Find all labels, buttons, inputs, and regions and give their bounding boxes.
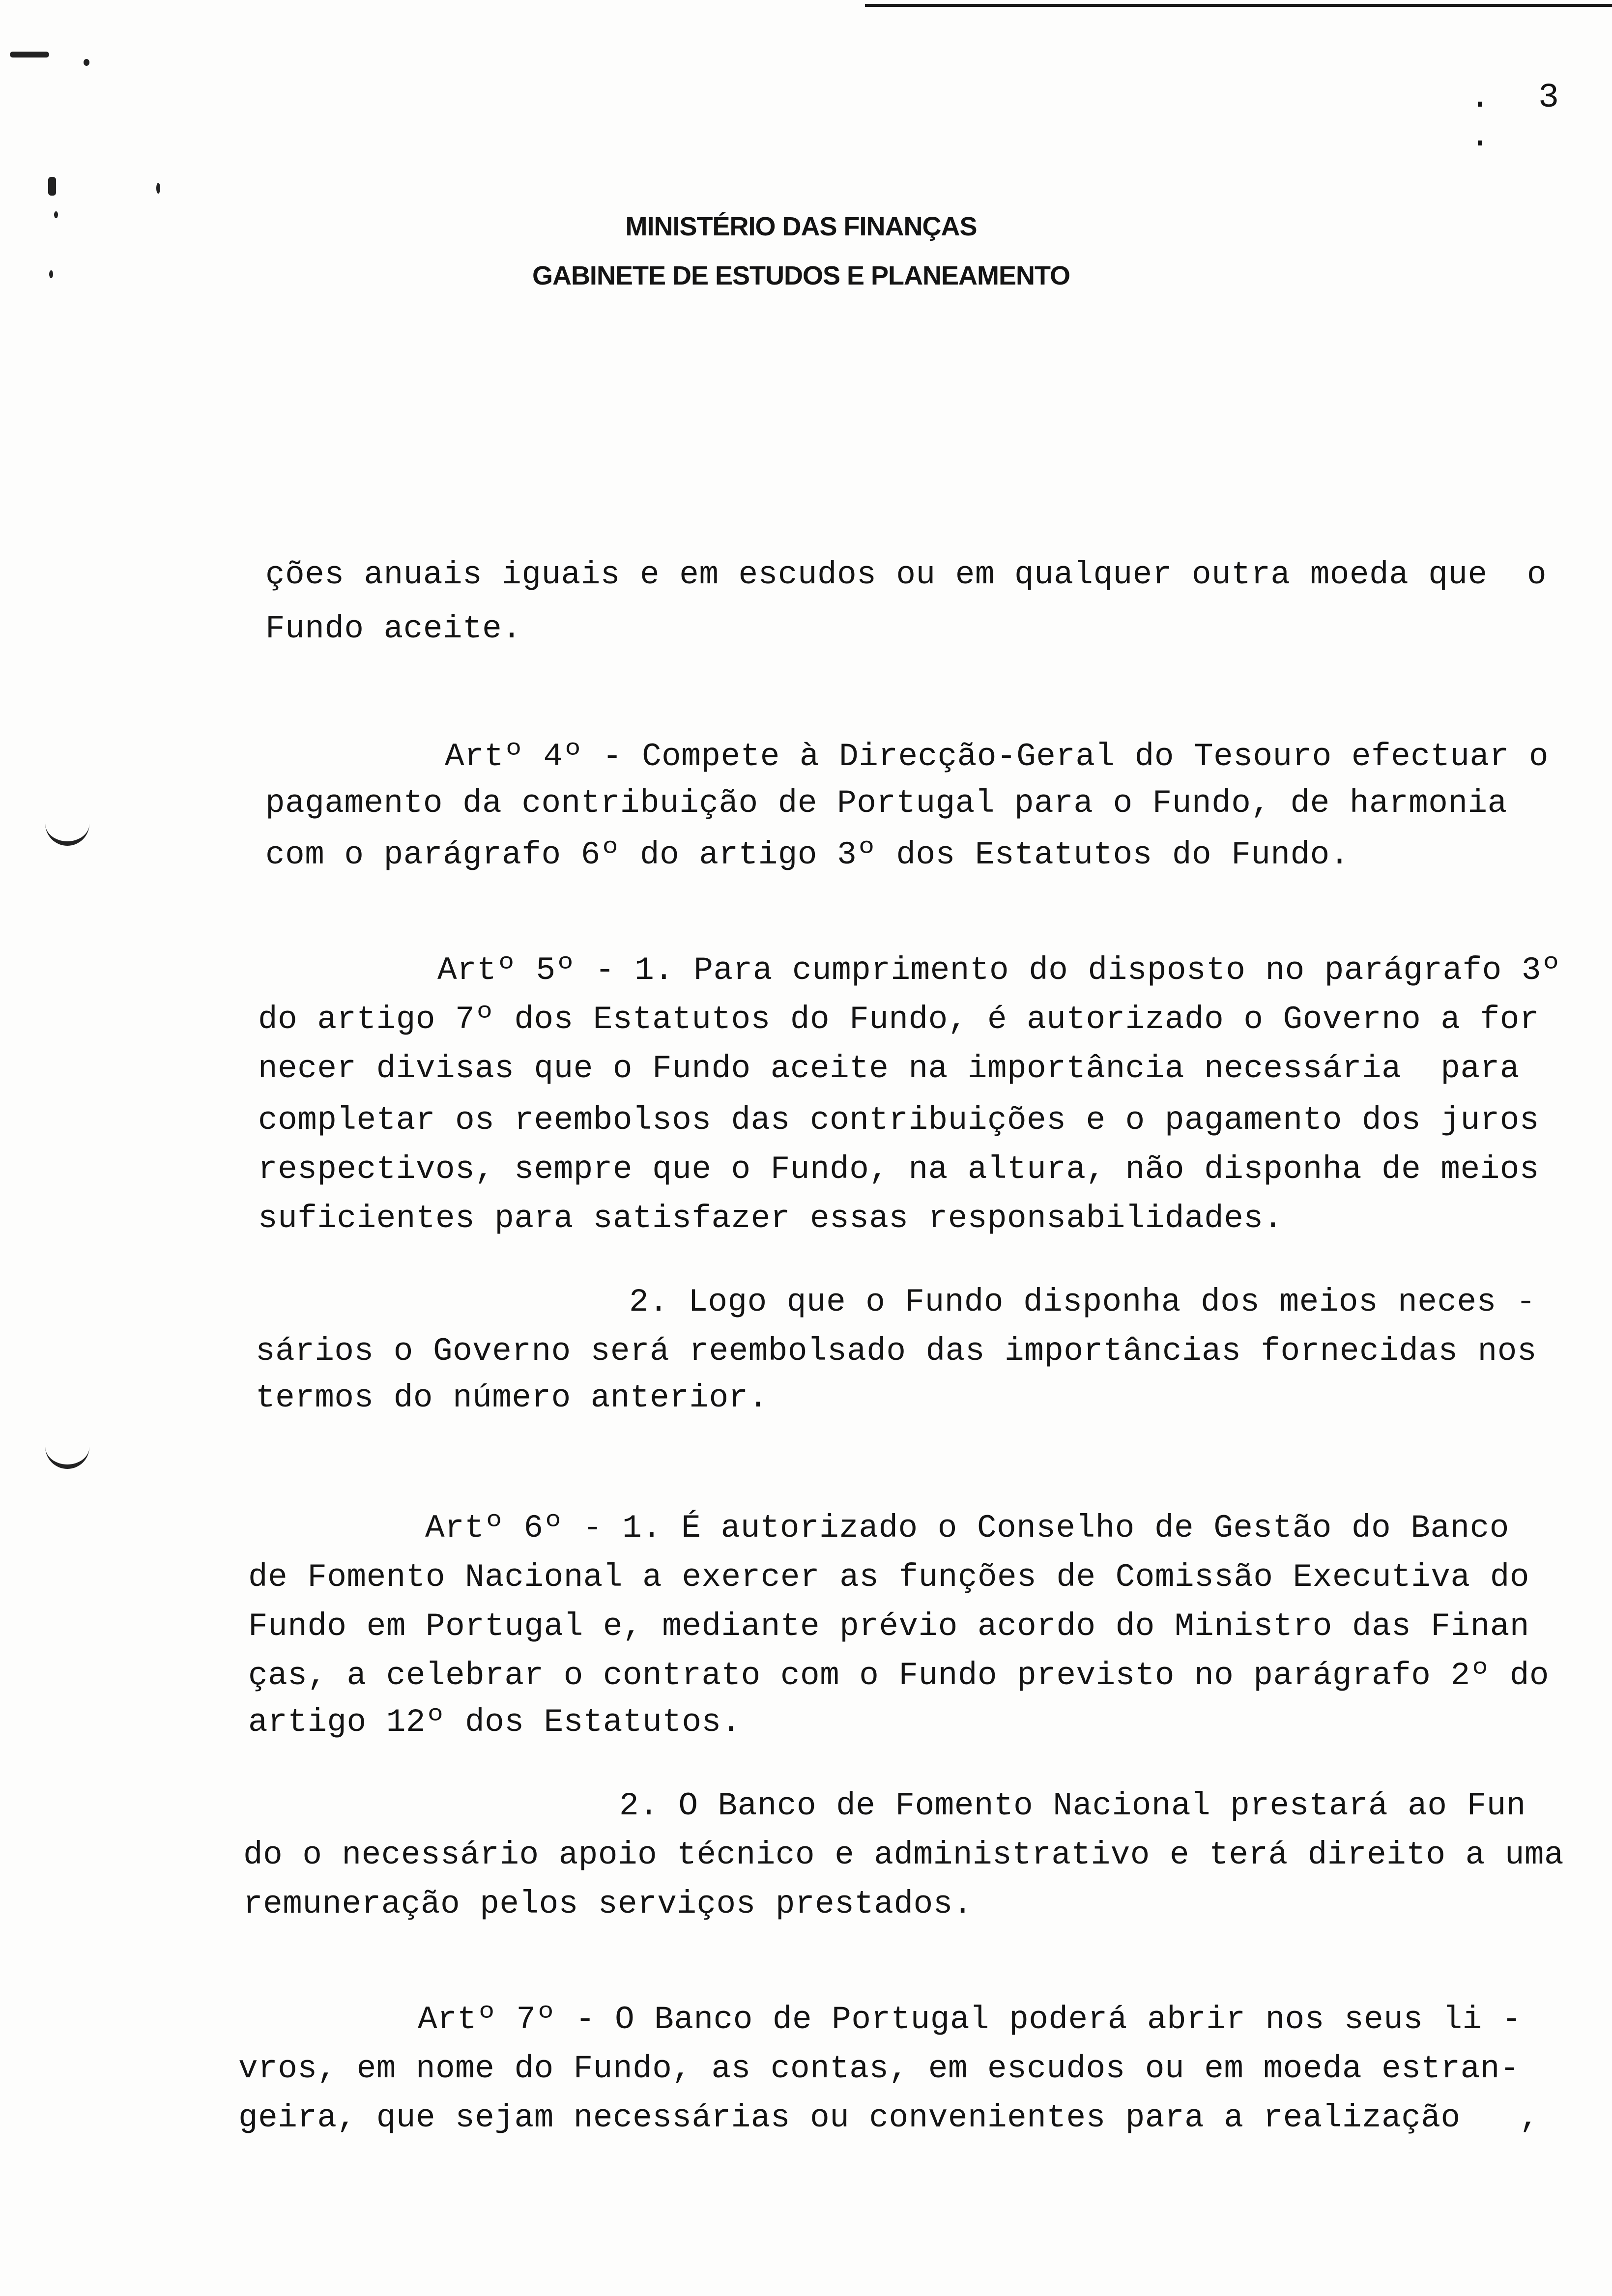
text-line: Fundo em Portugal e, mediante prévio acordo do Ministro das Finan (248, 1608, 1529, 1645)
letterhead-office: GABINETE DE ESTUDOS E PLANEAMENTO (532, 261, 1070, 290)
text-line: respectivos, sempre que o Fundo, na altura, não disponha de meios (258, 1151, 1539, 1188)
text-line-article-4-heading: Artº 4º - Compete à Direcção-Geral do Tesouro efectuar o (445, 738, 1549, 775)
margin-speck (156, 183, 160, 194)
text-line: completar os reembolsos das contribuições e o pagamento dos juros (258, 1102, 1539, 1139)
letterhead-ministry: MINISTÉRIO DAS FINANÇAS (625, 212, 977, 241)
text-line-article-6-item-2: 2. O Banco de Fomento Nacional prestará ao Fun (619, 1787, 1526, 1824)
text-line: vros, em nome do Fundo, as contas, em escudos ou em moeda estran- (238, 2050, 1520, 2087)
text-line: necer divisas que o Fundo aceite na importância necessária para (258, 1050, 1520, 1087)
text-line: sários o Governo será reembolsado das importâncias fornecidas nos (256, 1333, 1537, 1370)
margin-speck (10, 52, 49, 57)
text-line: termos do número anterior. (256, 1379, 768, 1416)
page-number: . 3 . (1469, 79, 1573, 156)
text-line: do o necessário apoio técnico e administrativo e terá direito a uma (243, 1837, 1564, 1873)
text-line: ças, a celebrar o contrato com o Fundo previsto no parágrafo 2º do (248, 1657, 1550, 1694)
text-line: Fundo aceite. (265, 610, 522, 647)
punch-hole-mark-upper (45, 822, 89, 846)
text-line-article-5-item-2: 2. Logo que o Fundo disponha dos meios neces - (629, 1284, 1536, 1320)
text-line-article-6-heading: Artº 6º - 1. É autorizado o Conselho de Gestão do Banco (425, 1510, 1509, 1547)
text-line: pagamento da contribuição de Portugal para o Fundo, de harmonia (265, 785, 1507, 822)
text-line: ções anuais iguais e em escudos ou em qualquer outra moeda que o (265, 556, 1547, 593)
punch-hole-mark-lower (45, 1445, 89, 1469)
margin-speck (48, 177, 56, 196)
text-line: de Fomento Nacional a exercer as funções de Comissão Executiva do (248, 1559, 1529, 1596)
text-line-article-5-heading: Artº 5º - 1. Para cumprimento do disposto no parágrafo 3º (437, 952, 1561, 989)
margin-speck (84, 59, 89, 66)
text-line-article-7-heading: Artº 7º - O Banco de Portugal poderá abrir nos seus li - (418, 2001, 1522, 2038)
text-line: suficientes para satisfazer essas responsabilidades. (258, 1200, 1283, 1237)
text-line: artigo 12º dos Estatutos. (248, 1704, 741, 1741)
text-line: remuneração pelos serviços prestados. (243, 1886, 973, 1923)
top-edge-rule (865, 4, 1612, 7)
margin-speck (49, 270, 53, 278)
text-line: do artigo 7º dos Estatutos do Fundo, é autorizado o Governo a for (258, 1001, 1539, 1038)
margin-speck (54, 211, 58, 218)
text-line: com o parágrafo 6º do artigo 3º dos Estatutos do Fundo. (265, 836, 1350, 873)
text-line: geira, que sejam necessárias ou convenientes para a realização , (238, 2099, 1540, 2136)
